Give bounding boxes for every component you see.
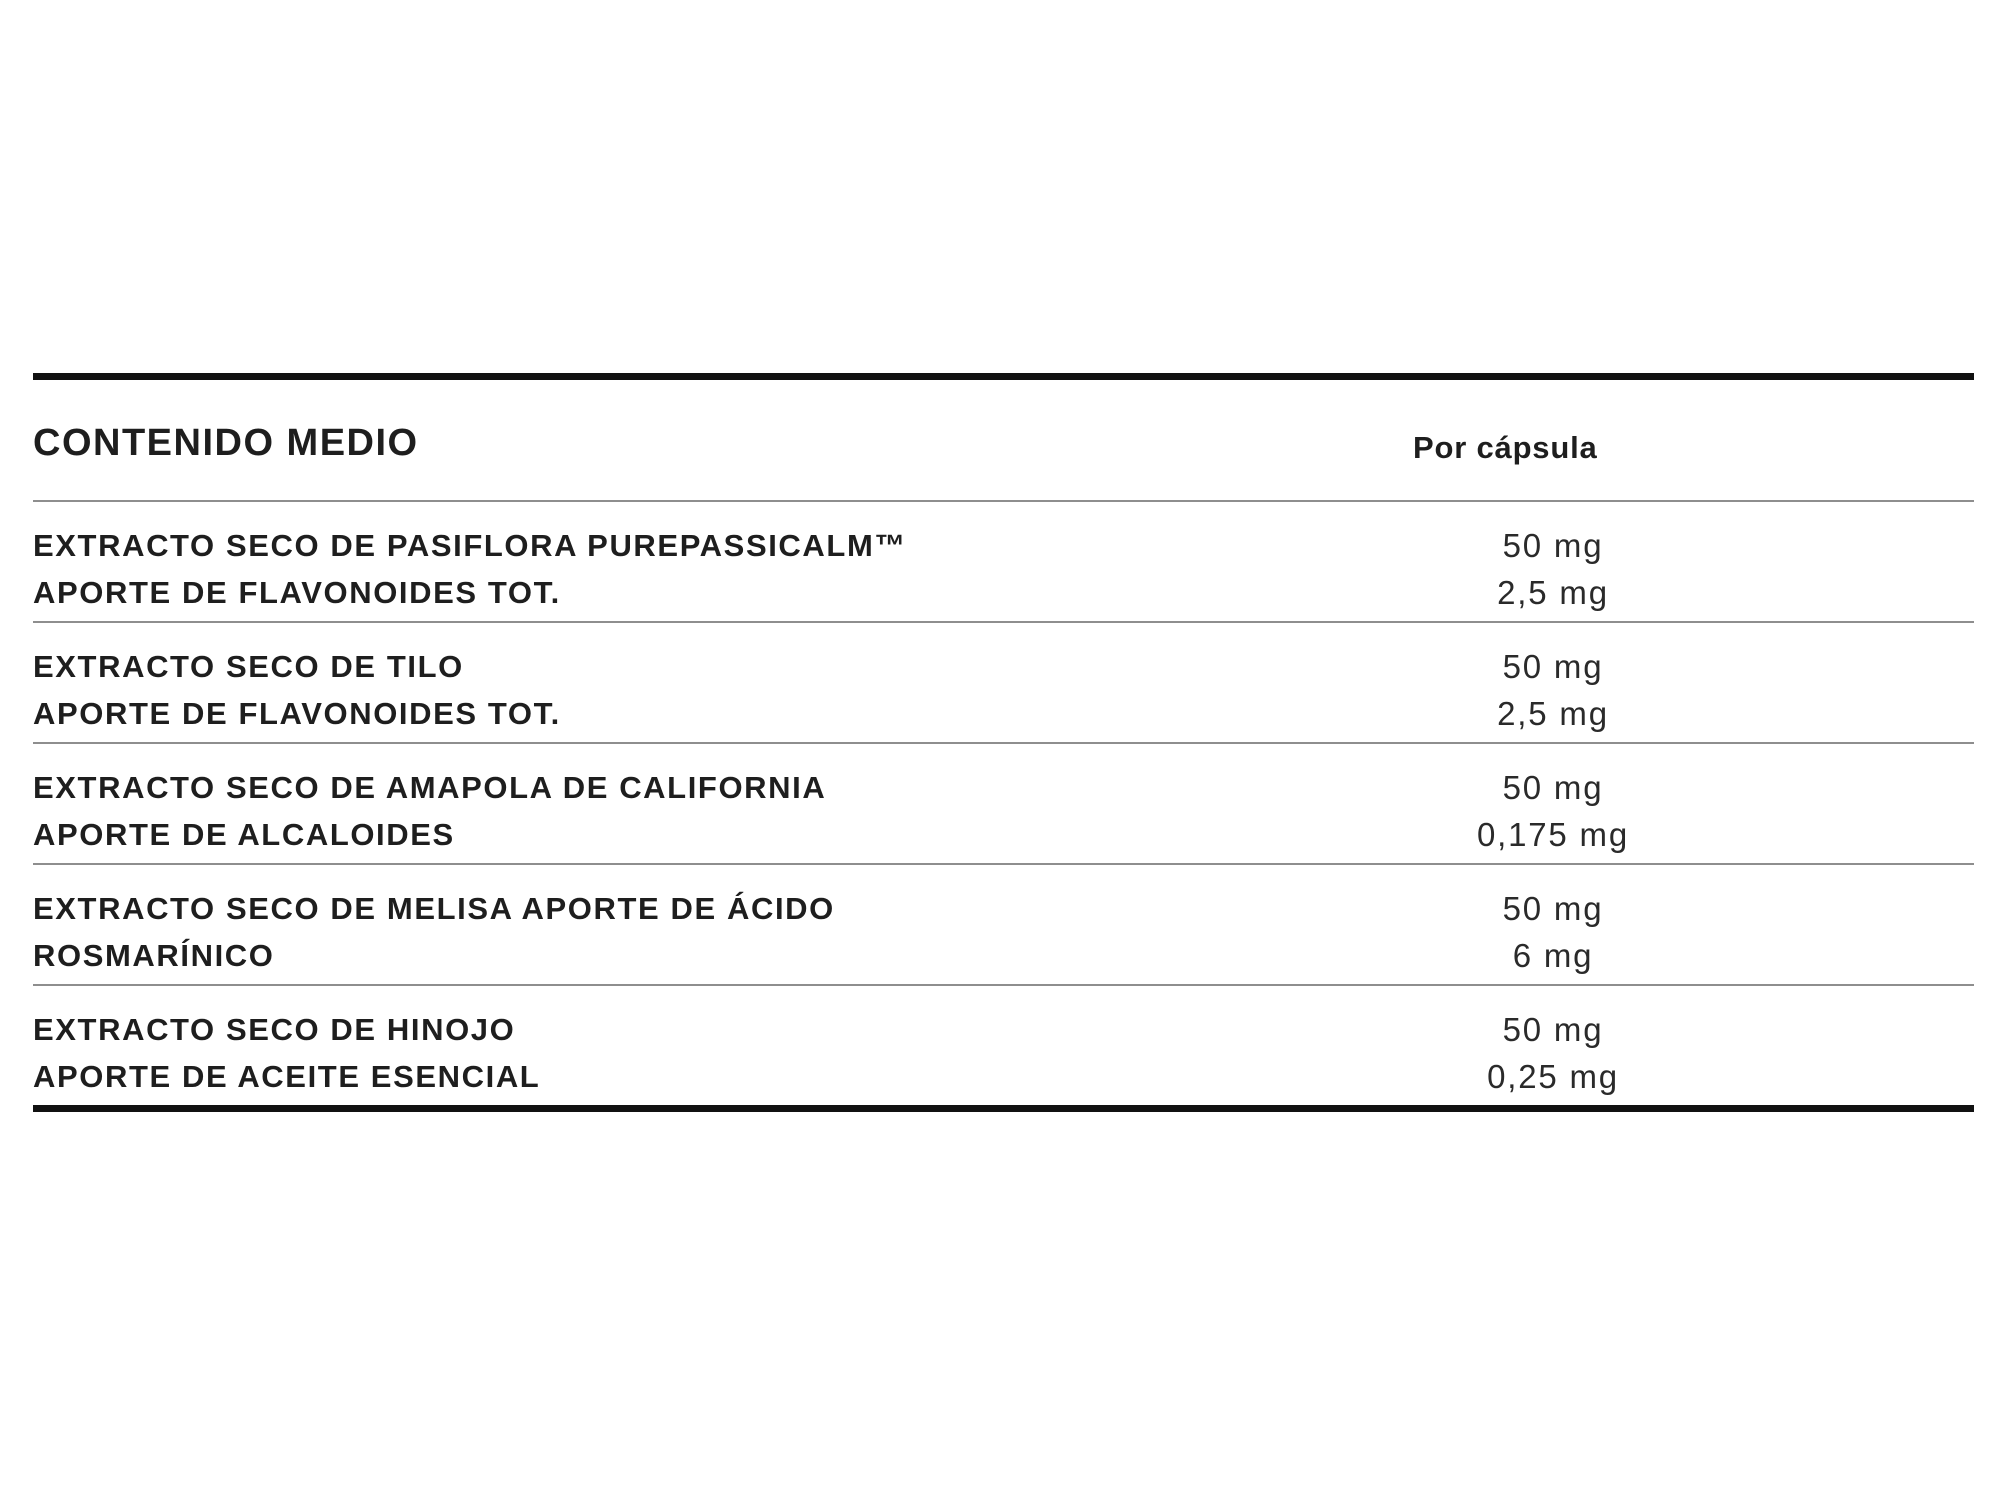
table-row <box>33 986 1974 1105</box>
ingredient-contribution: APORTE DE ALCALOIDES <box>33 817 455 852</box>
column-header-per-capsule: Por cápsula <box>1413 430 1598 465</box>
ingredient-contribution: APORTE DE ACEITE ESENCIAL <box>33 1059 541 1094</box>
ingredient-contribution: APORTE DE FLAVONOIDES TOT. <box>33 575 561 610</box>
ingredient-name: EXTRACTO SECO DE MELISA APORTE DE ÁCIDO <box>33 891 835 926</box>
ingredient-values <box>1373 1006 1733 1100</box>
table-bottom-rule <box>33 1105 1974 1112</box>
table-row <box>33 502 1974 621</box>
contribution-amount: 2,5 mg <box>1497 695 1609 732</box>
ingredient-values <box>1373 643 1733 737</box>
ingredient-amount: 50 mg <box>1502 769 1604 806</box>
ingredient-name: EXTRACTO SECO DE HINOJO <box>33 1012 516 1047</box>
contribution-amount: 2,5 mg <box>1497 574 1609 611</box>
ingredient-names <box>33 1006 540 1100</box>
ingredient-name: EXTRACTO SECO DE TILO <box>33 649 464 684</box>
ingredient-name: EXTRACTO SECO DE AMAPOLA DE CALIFORNIA <box>33 770 827 805</box>
ingredient-values <box>1373 764 1733 858</box>
contribution-amount: 0,25 mg <box>1487 1058 1619 1095</box>
ingredient-names <box>33 885 835 979</box>
contribution-amount: 0,175 mg <box>1477 816 1629 853</box>
ingredient-amount: 50 mg <box>1502 648 1604 685</box>
ingredient-names <box>33 764 826 858</box>
ingredient-amount: 50 mg <box>1502 890 1604 927</box>
ingredient-names <box>33 643 561 737</box>
ingredient-contribution: APORTE DE FLAVONOIDES TOT. <box>33 696 561 731</box>
ingredient-name: EXTRACTO SECO DE PASIFLORA PUREPASSICALM™ <box>33 528 907 563</box>
nutrition-table <box>33 373 1974 1112</box>
table-row <box>33 865 1974 984</box>
table-row <box>33 623 1974 742</box>
table-header-row <box>33 380 1974 500</box>
ingredient-contribution: ROSMARÍNICO <box>33 938 275 973</box>
ingredient-amount: 50 mg <box>1502 1011 1604 1048</box>
table-title: CONTENIDO MEDIO <box>33 422 419 464</box>
ingredient-values <box>1373 885 1733 979</box>
ingredient-names <box>33 522 907 616</box>
ingredient-amount: 50 mg <box>1502 527 1604 564</box>
ingredient-values <box>1373 522 1733 616</box>
table-row <box>33 744 1974 863</box>
table-top-rule <box>33 373 1974 380</box>
contribution-amount: 6 mg <box>1512 937 1594 974</box>
